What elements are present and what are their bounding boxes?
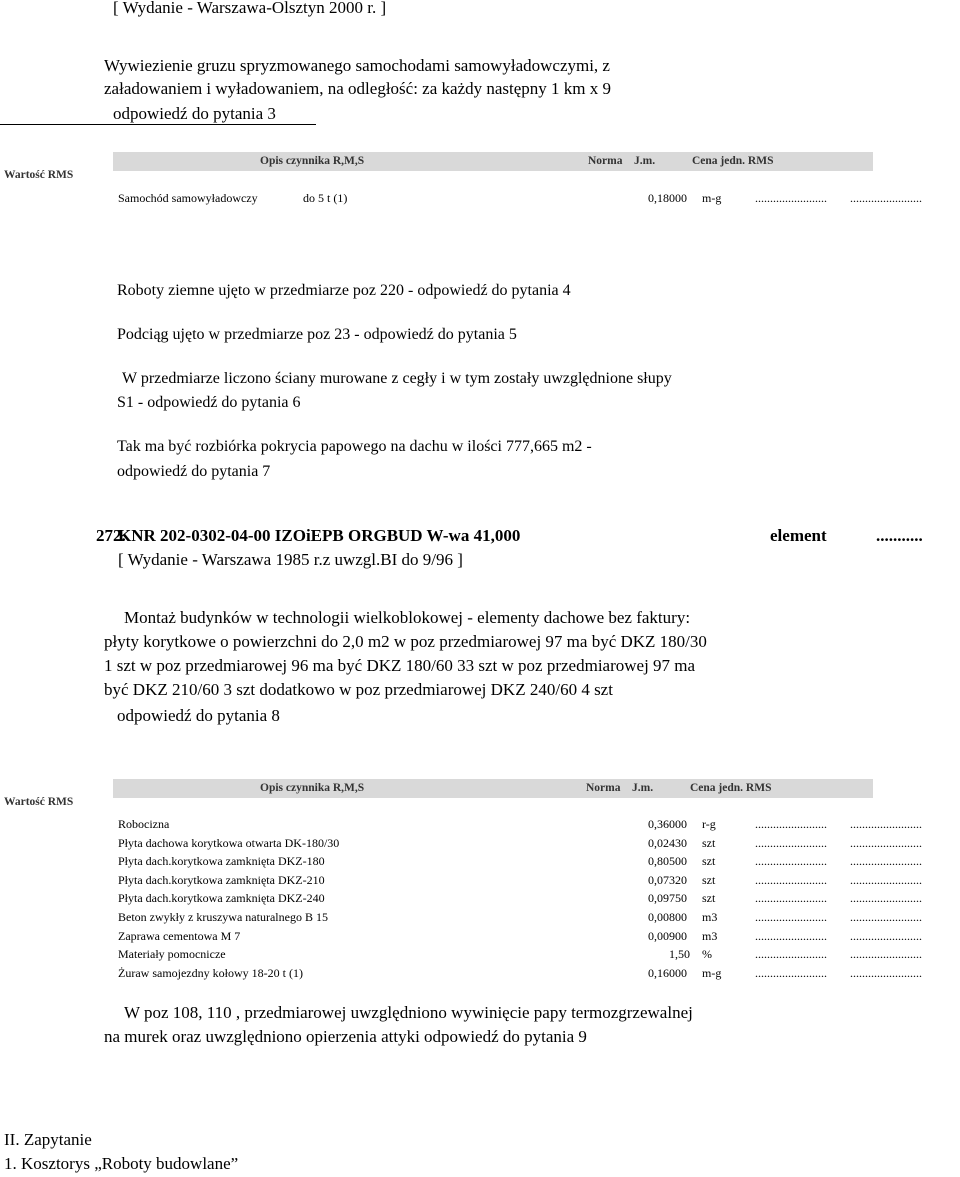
answer-7-line2: odpowiedź do pytania 7	[117, 463, 271, 480]
row-norma: 1,50	[669, 947, 690, 961]
row-cena: ........................	[755, 891, 827, 905]
table1-header-wartosc: Wartość RMS	[4, 169, 74, 181]
row-cena: ........................	[755, 191, 827, 205]
row-jm: %	[702, 947, 712, 961]
row-opis: Płyta dach.korytkowa zamknięta DKZ-240	[118, 891, 325, 905]
row-norma: 0,09750	[648, 891, 687, 905]
row-opis: Materiały pomocnicze	[118, 947, 226, 961]
row-opis: Płyta dachowa korytkowa otwarta DK-180/30	[118, 836, 340, 850]
row-cena: ........................	[755, 910, 827, 924]
row-norma: 0,16000	[648, 966, 687, 980]
table2-header-jm: J.m.	[632, 782, 654, 794]
row-cena: ........................	[755, 836, 827, 850]
row-opis: Samochód samowyładowczy	[118, 191, 258, 205]
row-norma: 0,07320	[648, 873, 687, 887]
table-row	[0, 891, 960, 909]
table-row	[0, 836, 960, 854]
row-cena: ........................	[755, 817, 827, 831]
table2-header-wartosc: Wartość RMS	[4, 796, 74, 808]
row-jm: m-g	[702, 191, 722, 205]
position-unit: element	[770, 526, 827, 545]
table-row	[0, 817, 960, 835]
answer-7-line1: Tak ma być rozbiórka pokrycia papowego na dachu w ilości 777,665 m2 -	[117, 438, 592, 455]
row-jm: m-g	[702, 966, 722, 980]
row-opis-extra: do 5 t (1)	[303, 191, 348, 205]
q8-line3: 1 szt w poz przedmiarowej 96 ma być DKZ 180/60 33 szt w poz przedmiarowej 97 ma	[104, 656, 696, 675]
q8-line2: płyty korytkowe o powierzchni do 2,0 m2 w poz przedmiarowej 97 ma być DKZ 180/30	[104, 632, 707, 651]
q3-text-line1: Wywiezienie gruzu spryzmowanego samochodami samowyładowczymi, z	[104, 56, 610, 75]
row-cena: ........................	[755, 929, 827, 943]
row-norma: 0,00900	[648, 929, 687, 943]
row-opis: Beton zwykły z kruszywa naturalnego B 15	[118, 910, 328, 924]
row-cena: ........................	[755, 854, 827, 868]
position-edition: [ Wydanie - Warszawa 1985 r.z uwzgl.BI do 9/96 ]	[118, 550, 463, 569]
q9-line1: W poz 108, 110 , przedmiarowej uwzględniono wywinięcie papy termozgrzewalnej	[124, 1003, 693, 1022]
row-wartosc: ........................	[850, 854, 922, 868]
row-jm: szt	[702, 836, 716, 850]
position-code: KNR 202-0302-04-00 IZOiEPB ORGBUD W-wa 41,000	[118, 526, 521, 545]
section-item-1: 1. Kosztorys „Roboty budowlane”	[4, 1154, 239, 1173]
q8-line4: być DKZ 210/60 3 szt dodatkowo w poz przedmiarowej DKZ 240/60 4 szt	[104, 680, 613, 699]
underline-rule	[0, 124, 316, 125]
table-row	[0, 191, 960, 209]
row-opis: Zaprawa cementowa M 7	[118, 929, 241, 943]
row-opis: Robocizna	[118, 817, 170, 831]
row-jm: m3	[702, 929, 718, 943]
row-wartosc: ........................	[850, 966, 922, 980]
table1-header-cena: Cena jedn. RMS	[692, 155, 774, 167]
table-row	[0, 873, 960, 891]
row-wartosc: ........................	[850, 929, 922, 943]
row-wartosc: ........................	[850, 836, 922, 850]
row-jm: szt	[702, 854, 716, 868]
row-jm: szt	[702, 873, 716, 887]
row-wartosc: ........................	[850, 910, 922, 924]
answer-6-line1: W przedmiarze liczono ściany murowane z cegły i w tym zostały uwzględnione słupy	[122, 370, 672, 387]
row-cena: ........................	[755, 873, 827, 887]
row-jm: r-g	[702, 817, 716, 831]
q3-text-line2: załadowaniem i wyładowaniem, na odległość: za każdy następny 1 km x 9	[104, 79, 612, 98]
table2-header-norma: Norma	[586, 782, 621, 794]
row-wartosc: ........................	[850, 873, 922, 887]
row-opis: Płyta dach.korytkowa zamknięta DKZ-180	[118, 854, 325, 868]
row-wartosc: ........................	[850, 947, 922, 961]
row-norma: 0,18000	[648, 191, 687, 205]
table-row	[0, 966, 960, 984]
table-row	[0, 910, 960, 928]
row-opis: Żuraw samojezdny kołowy 18-20 t (1)	[118, 966, 303, 980]
row-opis: Płyta dach.korytkowa zamknięta DKZ-210	[118, 873, 325, 887]
answer-5: Podciąg ujęto w przedmiarze poz 23 - odpowiedź do pytania 5	[117, 326, 517, 343]
q8-line1: Montaż budynków w technologii wielkoblokowej - elementy dachowe bez faktury:	[124, 608, 691, 627]
answer-6-line2: S1 - odpowiedź do pytania 6	[117, 394, 301, 411]
row-wartosc: ........................	[850, 191, 922, 205]
q8-answer-ref: odpowiedź do pytania 8	[117, 706, 280, 725]
table2-header-cena: Cena jedn. RMS	[690, 782, 772, 794]
row-norma: 0,36000	[648, 817, 687, 831]
row-norma: 0,02430	[648, 836, 687, 850]
table1-header-norma: Norma	[588, 155, 623, 167]
row-cena: ........................	[755, 966, 827, 980]
table-row	[0, 947, 960, 965]
table-row	[0, 929, 960, 947]
row-jm: szt	[702, 891, 716, 905]
q3-answer-ref: odpowiedź do pytania 3	[113, 104, 276, 123]
row-jm: m3	[702, 910, 718, 924]
table2-header-opis: Opis czynnika R,M,S	[260, 782, 365, 794]
row-cena: ........................	[755, 947, 827, 961]
row-wartosc: ........................	[850, 817, 922, 831]
position-dots: ...........	[876, 526, 923, 545]
q9-line2: na murek oraz uwzględniono opierzenia attyki odpowiedź do pytania 9	[104, 1027, 587, 1046]
position-number: 272.	[96, 526, 126, 545]
row-norma: 0,80500	[648, 854, 687, 868]
table-row	[0, 854, 960, 872]
table1-header-opis: Opis czynnika R,M,S	[260, 155, 365, 167]
row-wartosc: ........................	[850, 891, 922, 905]
answer-4: Roboty ziemne ujęto w przedmiarze poz 220 - odpowiedź do pytania 4	[117, 282, 571, 299]
edition-note: [ Wydanie - Warszawa-Olsztyn 2000 r. ]	[113, 0, 387, 17]
section-heading: II. Zapytanie	[4, 1130, 92, 1149]
row-norma: 0,00800	[648, 910, 687, 924]
table1-header-jm: J.m.	[634, 155, 656, 167]
